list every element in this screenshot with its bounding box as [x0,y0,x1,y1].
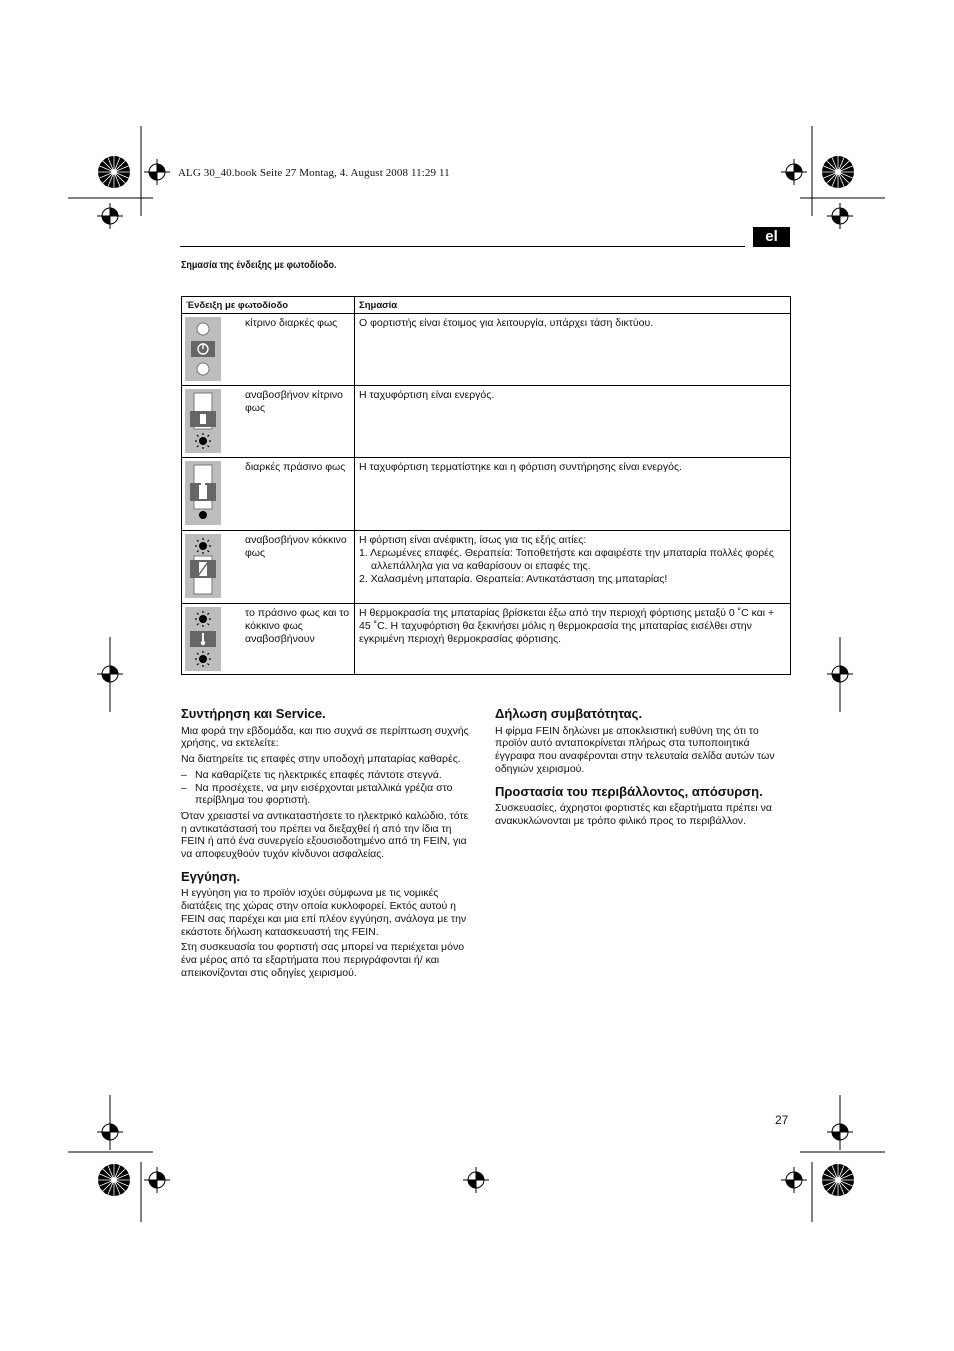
indication-label: αναβοσβήνον κίτρινο φως [245,389,344,414]
meaning-cell [355,531,791,604]
meaning-cell: Η θερμοκρασία της μπαταρίας βρίσκεται έξω από την περιοχή φόρτισης μεταξύ 0 ˚C και + 45 ˚C. Η ταχυφόρτιση θα ξεκινήσει μόλις η θερμοκρασία της μπαταρίας εισέλθει στην εγκριμένη περιοχή θερμοκρασίας φόρτισης. [355,604,791,675]
service-paragraph: Μια φορά την εβδομάδα, και πιο συχνά σε περίπτωση συχνής χρήσης, να εκτελείτε: [181,724,469,750]
warranty-title: Εγγύηση. [181,868,241,884]
header-meaning: Σημασία [355,297,791,314]
conformity-paragraph: Η φίρμα FEIN δηλώνει με αποκλειστική ευθύνη της ότι το προϊόν αυτό ανταποκρίνεται πλήρως στα τυποποιητικά έγγραφα που αναφέρονται στην τελευταία σελίδα αυτών των οδηγιών χειρισμού. [495,724,775,775]
environment-title: Προστασία του περιβάλλοντος, απόσυρση. [495,783,763,799]
service-title: Συντήρηση και Service. [181,706,326,721]
indication-label: το πράσινο φως και το κόκκινο φως αναβοσβήνουν [245,607,350,645]
left-column [181,708,477,982]
environment-paragraph: Συσκευασίες, άχρηστοι φορτιστές και εξαρτήματα πρέπει να ανακυκλώνονται με τρόπο φιλικό προς το περιβάλλον. [495,802,772,827]
top-rule [180,246,745,247]
service-bullets [181,769,477,807]
service-paragraph: Να διατηρείτε τις επαφές στην υποδοχή μπαταρίας καθαρές. [181,753,461,766]
meaning-cell: Ο φορτιστής είναι έτοιμος για λειτουργία, υπάρχει τάση δικτύου. [355,314,791,386]
battery-full-icon [185,461,221,525]
meaning-cell: Η ταχυφόρτιση είναι ενεργός. [355,386,791,458]
led-table [181,296,791,675]
table-row [182,458,791,531]
list-item: 1. Λερωμένες επαφές. Θεραπεία: Τοποθετήστε και αφαιρέστε την μπαταρία πολλές φορές αλλεπάλληλα για να καθαρίσουν οι επαφές της. [359,547,774,572]
power-led-icon [185,317,221,381]
list-item: – Να καθαρίζετε τις ηλεκτρικές επαφές πάντοτε στεγνά. [181,769,477,782]
warranty-paragraph: Η εγγύηση για το προϊόν ισχύει σύμφωνα με τις νομικές διατάξεις της χώρας στην οποία κυκλοφορεί. Εκτός αυτού η FEIN σας παρέχει και μια επί πλέον εγγύηση, ανάλογα με την εκάστοτε δήλωση κατασκευαστή της FEIN. [181,887,467,938]
table-row [182,531,791,604]
header-meta: ALG 30_40.book Seite 27 Montag, 4. August 2008 11:29 11 [178,167,450,179]
table-row [182,604,791,675]
causes-list [359,547,786,586]
page-number: 27 [775,1113,789,1127]
language-badge: el [753,227,790,247]
warranty-paragraph: Στη συσκευασία του φορτιστή σας μπορεί να περιέχεται μόνο ένα μέρος από τα εξαρτήματα που περιγράφονται ή/ και απεικονίζονται στις οδηγίες χειρισμού. [181,941,465,979]
charging-blink-icon [185,389,221,453]
indication-label: αναβοσβήνον κόκκινο φως [245,534,347,559]
conformity-title: Δήλωση συμβατότητας. [495,706,643,721]
meaning-cell: Η ταχυφόρτιση τερματίστηκε και η φόρτιση συντήρησης είναι ενεργός. [355,458,791,531]
service-paragraph: Όταν χρειαστεί να αντικαταστήσετε το ηλεκτρικό καλώδιο, τότε η αντικατάστασή του πρέπει να διεξαχθεί ή από την ίδια τη FEIN ή από ένα συνεργείο εξουσιοδοτημένο από τη FEIN, για να αποφευχθούν τυχόν κίνδυνοι ασφαλείας. [181,809,469,861]
temperature-icon [185,607,221,671]
table-row [182,386,791,458]
meaning-text: Η φόρτιση είναι ανέφικτη, ίσως για τις εξής αιτίες: [359,534,587,546]
list-item: – Να προσέχετε, να μην εισέρχονται μεταλλικά γρέζια στο περίβλημα του φορτιστή. [181,782,477,807]
header-indication: Ένδειξη με φωτοδίοδο [182,297,355,314]
table-header-row [182,297,791,314]
battery-fault-icon [185,534,221,598]
table-caption: Σημασία της ένδειξης με φωτοδίοδο. [181,260,337,271]
right-column [495,708,791,831]
table-row [182,314,791,386]
indication-label: κίτρινο διαρκές φως [245,317,338,329]
list-item: 2. Χαλασμένη μπαταρία. Θεραπεία: Αντικατάσταση της μπαταρίας! [359,573,668,585]
indication-label: διαρκές πράσινο φως [245,461,346,473]
